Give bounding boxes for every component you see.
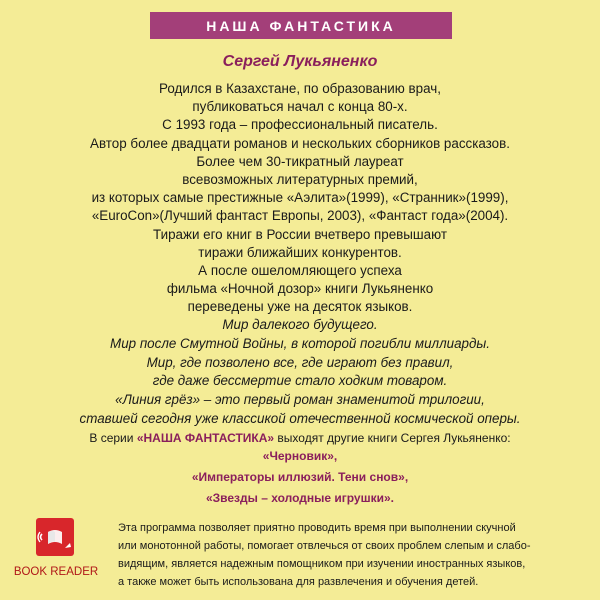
bio-line: Тиражи его книг в России вчетверо превышают [153, 226, 447, 242]
series-name: «НАША ФАНТАСТИКА» [136, 431, 275, 445]
promo-line: или монотонной работы, помогает отвлечься от своих проблем слепым и слабо- [118, 540, 531, 552]
teaser-line: Мир далекого будущего. [222, 317, 378, 332]
book-reader-logo-icon [36, 518, 74, 556]
book-title: «Императоры иллюзий. Тени снов», [191, 470, 409, 484]
promo-line: видящим, является надежным помощником при изучении иностранных языков, [118, 558, 526, 570]
bio-line: Более чем 30-тикратный лауреат [196, 153, 404, 169]
bio-line: переведены уже на десяток языков. [187, 299, 413, 315]
bio-line: Родился в Казахстане, по образованию врач, [159, 81, 441, 96]
series-header-title: НАША ФАНТАСТИКА [206, 17, 396, 34]
book-reader-logo-graphic [36, 518, 74, 556]
teaser-line: Мир, где позволено все, где играют без правил, [146, 354, 454, 370]
bio-line: «EuroCon»(Лучший фантаст Европы, 2003), «Фантаст года»(2004). [91, 208, 509, 224]
author-biography [10, 80, 590, 317]
author-name: Сергей Лукьяненко [222, 53, 378, 70]
bio-line: из которых самые престижные «Аэлита»(1999), «Странник»(1999), [91, 190, 509, 206]
promo-line: а также может быть использована для развлечения и обучения детей. [118, 576, 479, 588]
book-title: «Черновик», [262, 449, 338, 463]
teaser-line: «Линия грёз» – это первый роман знаменитой трилогии, [115, 392, 485, 408]
bio-line: тиражи ближайших конкурентов. [198, 244, 402, 260]
series-intro-prefix: В серии [89, 431, 137, 445]
book-title: «Звезды – холодные игрушки». [205, 491, 395, 505]
promo-line: Эта программа позволяет приятно проводить время при выполнении скучной [118, 522, 516, 534]
teaser-line: Мир после Смутной Войны, в которой погибли миллиарды. [110, 335, 490, 351]
bio-line: публиковаться начал с конца 80-х. [192, 99, 408, 115]
bio-line: Автор более двадцати романов и нескольких сборников рассказов. [90, 135, 510, 151]
bio-line: С 1993 года – профессиональный писатель. [162, 117, 438, 133]
book-reader-promo-text [118, 519, 594, 591]
book-teaser [10, 316, 590, 429]
other-books-list [10, 446, 590, 509]
bio-line: фильма «Ночной дозор» книги Лукьяненко [166, 281, 434, 297]
series-header-bar [150, 12, 452, 39]
book-reader-logo-label: BOOK READER [13, 566, 99, 578]
series-intro [10, 430, 590, 446]
teaser-line: ставшей сегодня уже классикой отечественной космической оперы. [79, 410, 521, 426]
bio-line: всевозможных литературных премий, [182, 172, 418, 188]
series-intro-suffix: выходят другие книги Сергея Лукьяненко: [274, 431, 511, 445]
bio-line: А после ошеломляющего успеха [198, 263, 402, 279]
teaser-line: где даже бессмертие стало ходким товаром. [152, 373, 448, 389]
